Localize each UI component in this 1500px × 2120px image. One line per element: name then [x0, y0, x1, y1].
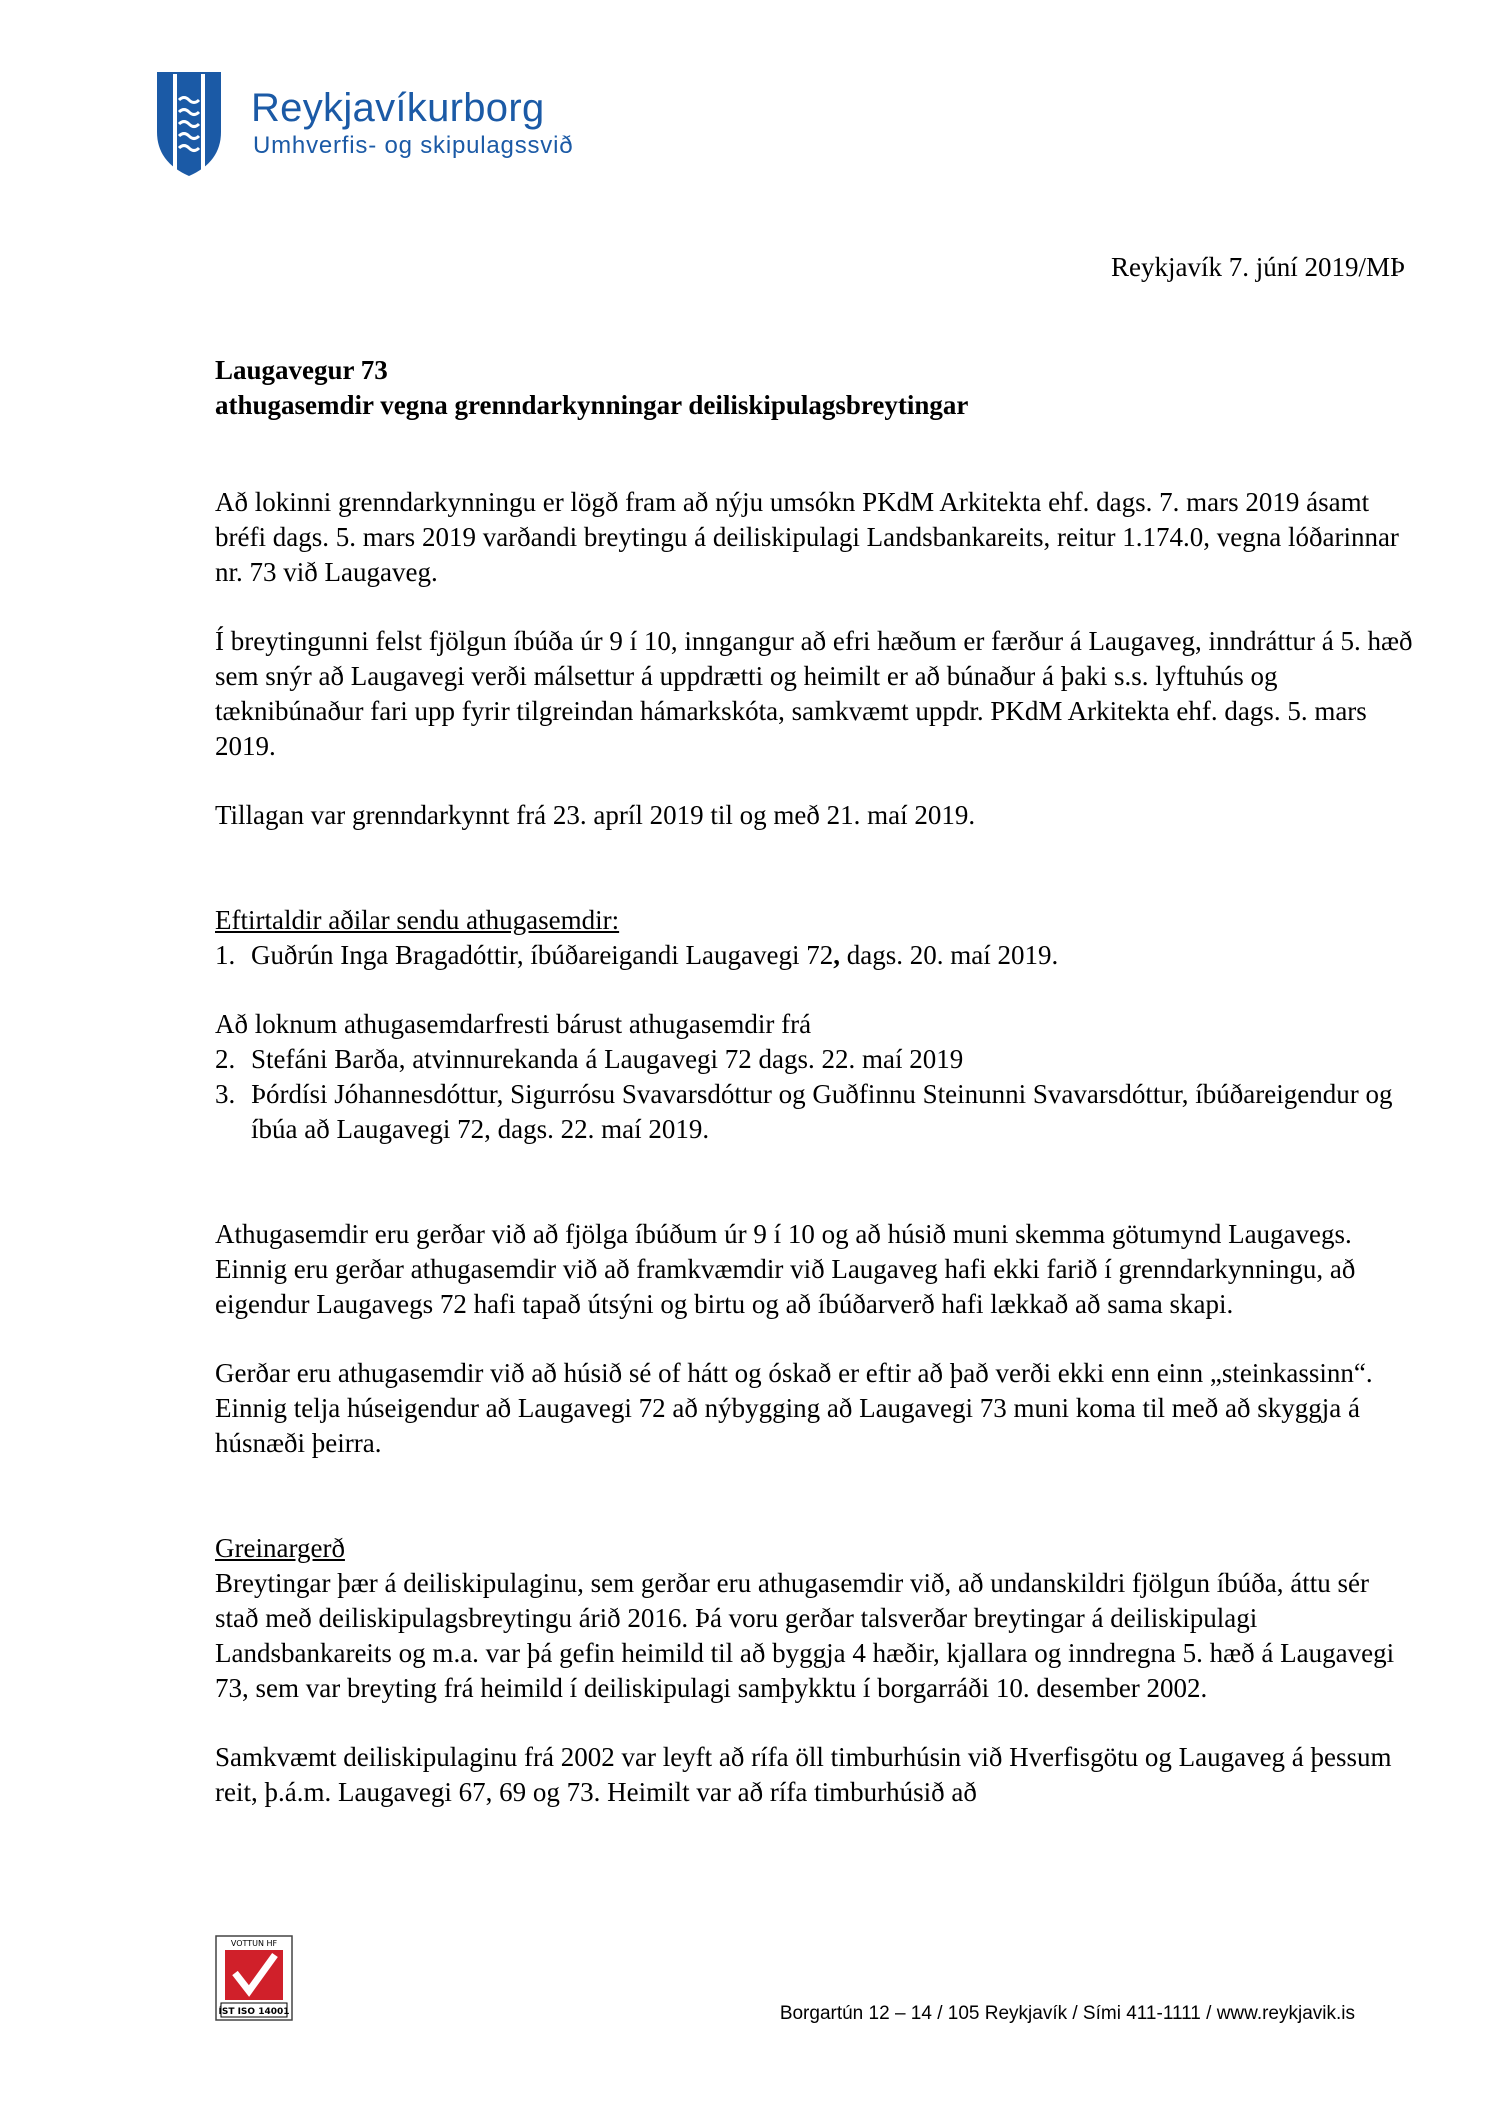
svg-text:VOTTUN HF: VOTTUN HF — [230, 1939, 278, 1948]
list-item: 2. Stefáni Barða, atvinnurekanda á Laugavegi 72 dags. 22. maí 2019 — [215, 1044, 964, 1074]
late-commenters-heading: Að loknum athugasemdarfresti bárust athugasemdir frá — [215, 1009, 812, 1039]
paragraph-notice-period: Tillagan var grenndarkynnt frá 23. apríl 2019 til og með 21. maí 2019. — [215, 800, 976, 830]
svg-text:ÍST ISO 14001: ÍST ISO 14001 — [218, 2007, 290, 2017]
paragraph-greinargerd: Breytingar þær á deiliskipulaginu, sem gerðar eru athugasemdir við, að undanskildri fjölgun íbúða, áttu sér stað með deiliskipulagsbreytingu árið 2016. Þá voru gerðar talsverðar breytingar á deiliskipulagi Landsbankareits og m.a. var þá gefin heimild til að byggja 4 hæðir, kjallara og inndregna 5. hæð á Laugavegi 73, sem var breyting frá heimild í deiliskipulagi samþykktu í borgarráði 10. desember 2002. — [215, 1568, 1395, 1703]
footer-address: Borgartún 12 – 14 / 105 Reykjavík / Sími 411-1111 / www.reykjavik.is — [779, 2003, 1355, 2024]
commenters-list — [215, 938, 1415, 973]
reykjavik-shield-icon — [155, 70, 223, 178]
department-name: Umhverfis- og skipulagssvið — [253, 132, 574, 159]
iso-14001-certification-icon — [215, 1935, 293, 2021]
paragraph-height-objections: Gerðar eru athugasemdir við að húsið sé of hátt og óskað er eftir að það verði ekki enn einn „steinkassinn“. Einnig telja húseigendur að Laugavegi 72 að nýbygging að Laugavegi 73 muni koma til með að skyggja á húsnæði þeirra. — [215, 1358, 1373, 1458]
list-item: 1. Guðrún Inga Bragadóttir, íbúðareigandi Laugavegi 72, dags. 20. maí 2019. — [215, 940, 1059, 970]
paragraph-objections: Athugasemdir eru gerðar við að fjölga íbúðum úr 9 í 10 og að húsið muni skemma götumynd Laugavegs. Einnig eru gerðar athugasemdir við að framkvæmdir við Laugaveg hafi ekki farið í grenndarkynningu, að eigendur Laugavegs 72 hafi tapað útsýni og birtu og að íbúðarverð hafi lækkað að sama skapi. — [215, 1219, 1356, 1319]
header-logo — [155, 70, 715, 180]
paragraph-2002-plan: Samkvæmt deiliskipulaginu frá 2002 var leyft að rífa öll timburhúsin við Hverfisgötu og Laugaveg á þessum reit, þ.á.m. Laugavegi 67, 69 og 73. Heimilt var að rífa timburhúsið að — [215, 1742, 1392, 1807]
list-item: 3. Þórdísi Jóhannesdóttur, Sigurrósu Svavarsdóttur og Guðfinnu Steinunni Svavarsdóttur, íbúðareigendur og íbúa að Laugavegi 72, dags. 22. maí 2019. — [215, 1079, 1393, 1144]
paragraph-change: Í breytingunni felst fjölgun íbúða úr 9 í 10, inngangur að efri hæðum er færður á Laugaveg, inndráttur á 5. hæð sem snýr að Laugavegi verði málsettur á uppdrætti og heimilt er að búnaður á þaki s.s. lyftuhús og tæknibúnaður fari upp fyrir tilgreindan hámarkskóta, samkvæmt uppdr. PKdM Arkitekta ehf. dags. 5. mars 2019. — [215, 626, 1413, 761]
title-line-1: Laugavegur 73 — [215, 355, 388, 385]
paragraph-intro: Að lokinni grenndarkynningu er lögð fram að nýju umsókn PKdM Arkitekta ehf. dags. 7. mars 2019 ásamt bréfi dags. 5. mars 2019 varðandi breytingu á deiliskipulagi Landsbankareits, reitur 1.174.0, vegna lóðarinnar nr. 73 við Laugaveg. — [215, 487, 1399, 587]
date-line: Reykjavík 7. júní 2019/MÞ — [1110, 252, 1405, 282]
late-commenters-list — [215, 1042, 1415, 1147]
greinargerd-heading: Greinargerð — [215, 1533, 345, 1563]
commenters-heading: Eftirtaldir aðilar sendu athugasemdir: — [215, 905, 620, 935]
title-line-2: athugasemdir vegna grenndarkynningar deiliskipulagsbreytingar — [215, 390, 969, 420]
letter-body — [215, 353, 1415, 1810]
org-name: Reykjavíkurborg — [251, 86, 545, 130]
